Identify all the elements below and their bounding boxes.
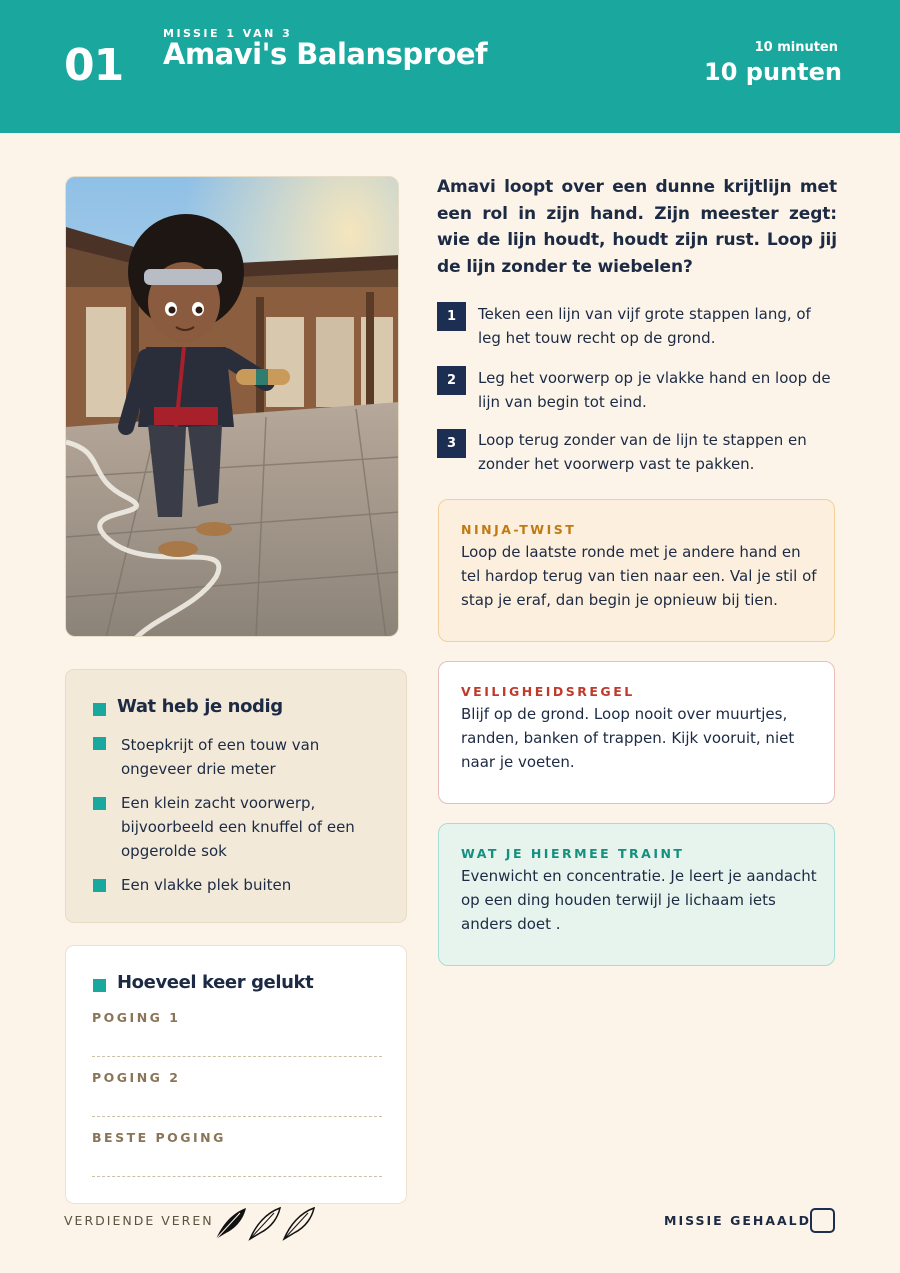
best-try-write-line[interactable] — [92, 1176, 382, 1177]
bullet-square-icon — [93, 737, 106, 750]
try-label-2: POGING 2 — [92, 1070, 181, 1085]
bullet-square-icon — [93, 797, 106, 810]
tries-title: Hoeveel keer gelukt — [117, 972, 314, 993]
training-label: WAT JE HIERMEE TRAINT — [461, 846, 685, 861]
try-2-write-line[interactable] — [92, 1116, 382, 1117]
step-text: Leg het voorwerp op je vlakke hand en loop de lijn van begin tot eind. — [478, 369, 831, 411]
training-text: Evenwicht en concentratie. Je leert je aandacht op een ding houden terwijl je lichaam iets anders doet . — [461, 867, 817, 933]
ninja-twist-label: NINJA-TWIST — [461, 522, 577, 537]
mission-number: 01 — [64, 40, 124, 91]
tries-box — [65, 945, 407, 1204]
feather-icon-empty[interactable] — [284, 1208, 314, 1239]
mission-done-label: MISSIE GEHAALD — [664, 1213, 812, 1228]
earned-feathers-label: VERDIENDE VEREN — [64, 1213, 214, 1228]
needs-item: Stoepkrijt of een touw van ongeveer drie meter — [121, 736, 320, 778]
step-number: 2 — [437, 366, 466, 395]
ninja-twist-text: Loop de laatste ronde met je andere hand en tel hardop terug van tien naar een. Val je stil of stap je eraf, dan begin je opnieuw bij tien. — [461, 543, 817, 609]
header-banner — [0, 0, 900, 133]
illustration — [65, 176, 399, 637]
needs-title: Wat heb je nodig — [117, 696, 283, 717]
intro-text: Amavi loopt over een dunne krijtlijn met een rol in zijn hand. Zijn meester zegt: wie de lijn houdt, houdt zijn rust. Loop jij de lijn zonder te wiebelen? — [437, 177, 837, 277]
safety-rule-label: VEILIGHEIDSREGEL — [461, 684, 635, 699]
needs-box — [65, 669, 407, 923]
ninja-courtyard-illustration — [66, 177, 399, 637]
needs-item: Een vlakke plek buiten — [121, 876, 292, 894]
duration: 10 minuten — [754, 40, 838, 55]
safety-rule-text: Blijf op de grond. Loop nooit over muurtjes, randen, banken of trappen. Kijk vooruit, niet naar je voeten. — [461, 705, 795, 771]
try-1-write-line[interactable] — [92, 1056, 382, 1057]
step-number: 1 — [437, 302, 466, 331]
feather-icon-empty[interactable] — [250, 1208, 280, 1239]
bullet-square-icon — [93, 879, 106, 892]
feather-icon-filled[interactable] — [216, 1208, 246, 1239]
try-label-1: POGING 1 — [92, 1010, 181, 1025]
step-number: 3 — [437, 429, 466, 458]
feather-rating[interactable] — [212, 1205, 322, 1245]
bullet-square-icon — [93, 979, 106, 992]
step-text: Loop terug zonder van de lijn te stappen en zonder het voorwerp vast te pakken. — [478, 431, 807, 473]
page-title: Amavi's Balansproef — [163, 37, 488, 71]
mission-done-checkbox[interactable] — [810, 1208, 835, 1233]
needs-item: Een klein zacht voorwerp, bijvoorbeeld een knuffel of een opgerolde sok — [121, 794, 355, 860]
mission-label: MISSIE 1 VAN 3 — [163, 27, 293, 40]
points: 10 punten — [704, 58, 842, 86]
safety-rule-card — [438, 661, 835, 804]
ninja-twist-card — [438, 499, 835, 642]
try-label-best: BESTE POGING — [92, 1130, 226, 1145]
bullet-square-icon — [93, 703, 106, 716]
training-card — [438, 823, 835, 966]
step-text: Teken een lijn van vijf grote stappen lang, of leg het touw recht op de grond. — [478, 305, 811, 347]
